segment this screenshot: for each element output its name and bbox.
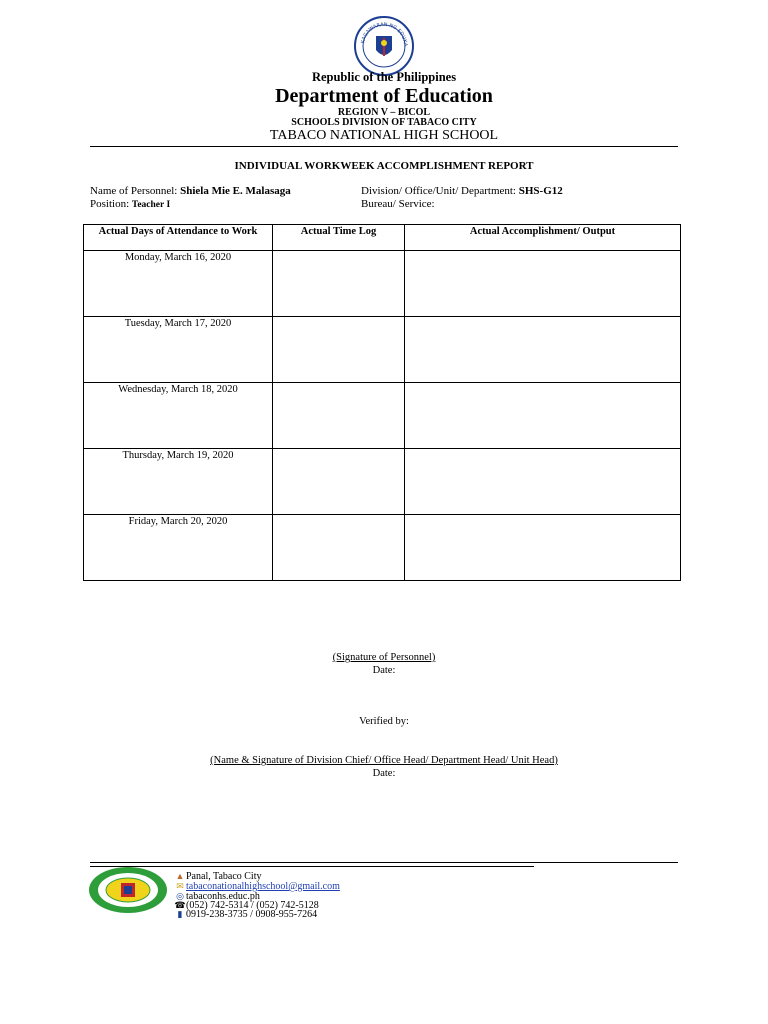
position-row <box>90 198 170 210</box>
table-header-row <box>84 225 681 251</box>
header-accomplishment: Actual Accomplishment/ Output <box>405 225 681 251</box>
signature-chief-block <box>0 755 768 766</box>
time-log-cell[interactable] <box>273 383 405 449</box>
date-label-1: Date: <box>372 665 396 676</box>
position-value: Teacher I <box>131 200 171 210</box>
report-title: INDIVIDUAL WORKWEEK ACCOMPLISHMENT REPORT <box>234 160 534 172</box>
signature-personnel-label: (Signature of Personnel) <box>332 652 436 663</box>
bureau-label: Bureau/ Service: <box>361 198 435 210</box>
time-log-cell[interactable] <box>273 251 405 317</box>
mobile-icon: ▮ <box>177 909 183 919</box>
output-cell[interactable] <box>405 449 681 515</box>
email-icon: ✉ <box>176 881 184 891</box>
table-row <box>84 449 681 515</box>
table-row <box>84 317 681 383</box>
day-cell: Thursday, March 19, 2020 <box>84 449 273 515</box>
school-logo <box>88 866 168 914</box>
table-row <box>84 515 681 581</box>
bureau-row <box>361 198 435 210</box>
division-label: Division/ Office/Unit/ Department: <box>361 185 516 197</box>
region-heading: REGION V – BICOL <box>337 107 431 118</box>
output-cell[interactable] <box>405 383 681 449</box>
name-label: Name of Personnel: <box>90 185 178 197</box>
mobile-text: 0919-238-3735 / 0908-955-7264 <box>186 909 318 920</box>
time-log-cell[interactable] <box>273 317 405 383</box>
division-row <box>361 185 563 197</box>
phone-icon: ☎ <box>174 900 186 910</box>
school-heading: TABACO NATIONAL HIGH SCHOOL <box>269 128 499 143</box>
phone-text: (052) 742-5314 / (052) 742-5128 <box>186 900 319 911</box>
attendance-table <box>83 224 681 581</box>
output-cell[interactable] <box>405 317 681 383</box>
email-link[interactable]: tabaconationalhighschool@gmail.com <box>186 881 340 892</box>
table-row <box>84 251 681 317</box>
table-row <box>84 383 681 449</box>
output-cell[interactable] <box>405 515 681 581</box>
position-label: Position: <box>90 198 130 210</box>
header-days: Actual Days of Attendance to Work <box>84 225 273 251</box>
output-cell[interactable] <box>405 251 681 317</box>
division-value: SHS-G12 <box>518 185 563 197</box>
svg-text:KAGAWARAN NG EDUKASYON: KAGAWARAN NG EDUKA <box>360 21 409 47</box>
name-value: Shiela Mie E. Malasaga <box>180 185 291 197</box>
header-time-log: Actual Time Log <box>273 225 405 251</box>
day-cell: Tuesday, March 17, 2020 <box>84 317 273 383</box>
verified-by-label: Verified by: <box>359 716 409 727</box>
signature-chief-label: (Name & Signature of Division Chief/ Office Head/ Department Head/ Unit Head) <box>210 755 558 766</box>
address-text: Panal, Tabaco City <box>186 871 262 882</box>
location-icon: ▲ <box>175 871 185 881</box>
time-log-cell[interactable] <box>273 449 405 515</box>
department-heading: Department of Education <box>275 85 493 107</box>
division-heading: SCHOOLS DIVISION OF TABACO CITY <box>291 117 477 128</box>
header-divider <box>90 146 678 147</box>
name-of-personnel-row <box>90 185 291 197</box>
day-cell: Friday, March 20, 2020 <box>84 515 273 581</box>
footer-divider-long <box>90 862 678 863</box>
date-label-2: Date: <box>372 768 396 779</box>
republic-heading: Republic of the Philippines <box>311 70 457 84</box>
time-log-cell[interactable] <box>273 515 405 581</box>
deped-seal-logo <box>354 16 414 76</box>
globe-icon: ◎ <box>176 891 184 901</box>
day-cell: Monday, March 16, 2020 <box>84 251 273 317</box>
website-text: tabaconhs.educ.ph <box>186 891 260 902</box>
day-cell: Wednesday, March 18, 2020 <box>84 383 273 449</box>
contact-mobile-row <box>174 909 317 921</box>
signature-personnel-block <box>0 652 768 663</box>
